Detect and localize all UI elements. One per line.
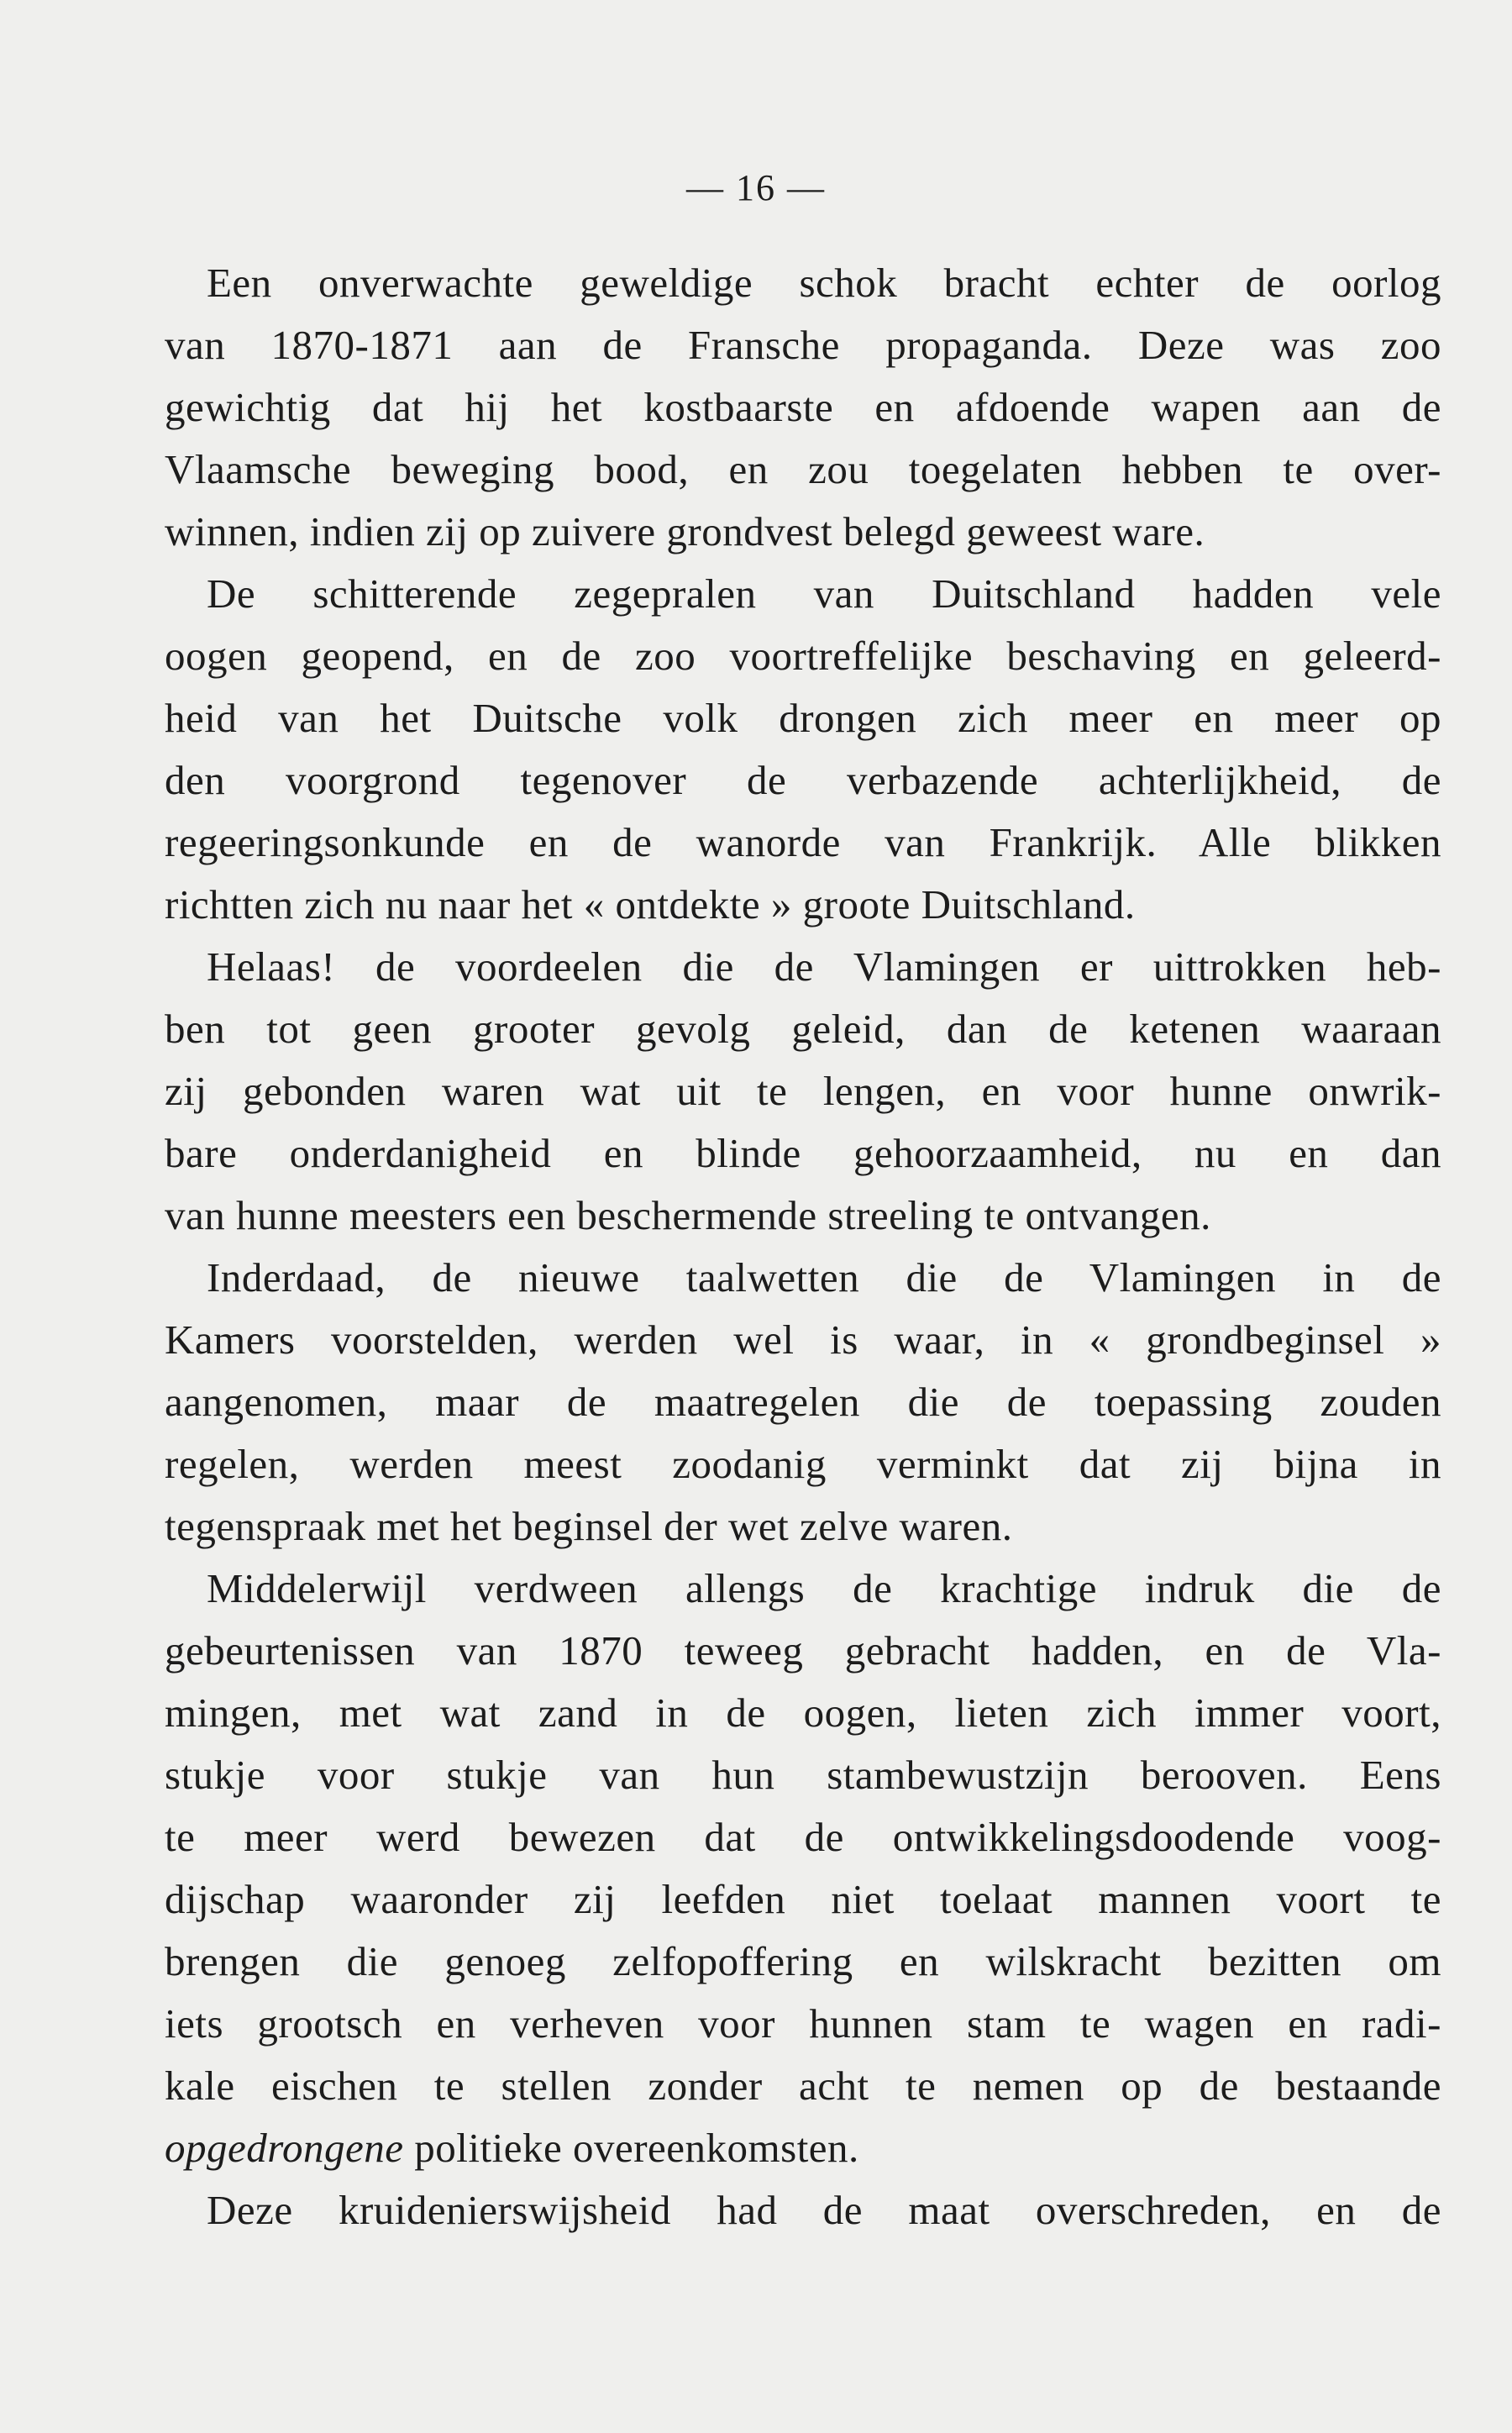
text-line: Deze kruidenierswijsheid had de maat overschreden, en de — [207, 2187, 1441, 2233]
text-line: tegenspraak met het beginsel der wet zelve waren. — [165, 1503, 1013, 1549]
text-line: richtten zich nu naar het « ontdekte » groote Duitschland. — [165, 881, 1136, 927]
text-line: mingen, met wat zand in de oogen, lieten zich immer voort, — [165, 1689, 1441, 1736]
text-line: gebeurtenissen van 1870 teweeg gebracht hadden, en de Vla- — [165, 1627, 1441, 1674]
text-line: Helaas! de voordeelen die de Vlamingen er uittrokken heb- — [207, 943, 1441, 990]
text-line: aangenomen, maar de maatregelen die de toepassing zouden — [165, 1379, 1441, 1425]
text-line: gewichtig dat hij het kostbaarste en afdoende wapen aan de — [165, 384, 1441, 430]
text-line: dijschap waaronder zij leefden niet toelaat mannen voort te — [165, 1876, 1441, 1922]
text-line: De schitterende zegepralen van Duitschland hadden vele — [207, 570, 1441, 617]
text-line: kale eischen te stellen zonder acht te nemen op de bestaande — [165, 2063, 1441, 2109]
text-line: brengen die genoeg zelfopoffering en wilskracht bezitten om — [165, 1938, 1441, 1984]
text-line: iets grootsch en verheven voor hunnen stam te wagen en radi- — [165, 2000, 1441, 2047]
text-line: den voorgrond tegenover de verbazende achterlijkheid, de — [165, 757, 1441, 803]
text-line: bare onderdanigheid en blinde gehoorzaamheid, nu en dan — [165, 1130, 1441, 1176]
text-line: Middelerwijl verdween allengs de krachtige indruk die de — [207, 1565, 1441, 1611]
text-line: Inderdaad, de nieuwe taalwetten die de Vlamingen in de — [207, 1254, 1441, 1301]
text-line: regelen, werden meest zoodanig verminkt dat zij bijna in — [165, 1441, 1441, 1487]
text-line: van 1870-1871 aan de Fransche propaganda. Deze was zoo — [165, 322, 1441, 368]
text-line: te meer werd bewezen dat de ontwikkelingsdoodende voog- — [165, 1814, 1441, 1860]
text-line: Kamers voorstelden, werden wel is waar, in « grondbeginsel » — [165, 1316, 1441, 1363]
text-line: oogen geopend, en de zoo voortreffelijke beschaving en geleerd- — [165, 633, 1441, 679]
italic-word: opgedrongene — [165, 2125, 404, 2171]
page-number: — 16 — — [686, 167, 826, 208]
text-line — [165, 2117, 1441, 2179]
body-text — [165, 252, 1441, 2241]
text-span: politieke overeenkomsten. — [403, 2125, 859, 2171]
text-line: van hunne meesters een beschermende streeling te ontvangen. — [165, 1192, 1211, 1238]
text-line: heid van het Duitsche volk drongen zich meer en meer op — [165, 695, 1441, 741]
text-line: Een onverwachte geweldige schok bracht echter de oorlog — [207, 260, 1441, 306]
text-line: regeeringsonkunde en de wanorde van Frankrijk. Alle blikken — [165, 819, 1441, 865]
text-line: Vlaamsche beweging bood, en zou toegelaten hebben te over- — [165, 446, 1441, 492]
text-line: winnen, indien zij op zuivere grondvest belegd geweest ware. — [165, 508, 1205, 554]
text-line: ben tot geen grooter gevolg geleid, dan de ketenen waaraan — [165, 1006, 1441, 1052]
text-line: zij gebonden waren wat uit te lengen, en voor hunne onwrik- — [165, 1068, 1441, 1114]
text-line: stukje voor stukje van hun stambewustzijn berooven. Eens — [165, 1752, 1441, 1798]
